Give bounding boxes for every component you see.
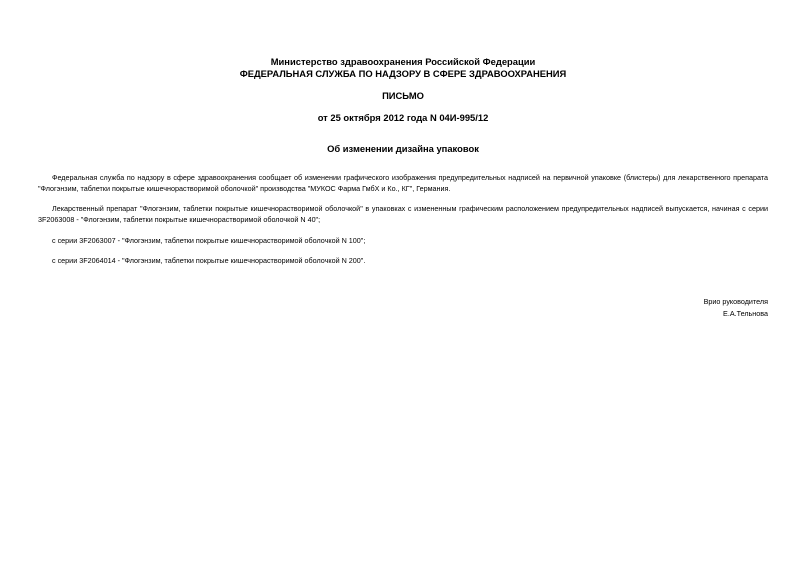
document-subject: Об изменении дизайна упаковок	[327, 143, 479, 154]
signatory-position: Врио руководителя	[703, 297, 768, 306]
body-paragraph: Лекарственный препарат "Флогэнзим, таблетки покрытые кишечнорастворимой оболочкой" в упаковках с измененным графическим расположением предупредительных надписей выпускается, начиная с серии 3F2063008 - "Флогэнзим, таблетки покрытые кишечнорастворимой оболочкой N 40";	[38, 204, 768, 224]
body-paragraph: с серии 3F2063007 - "Флогэнзим, таблетки покрытые кишечнорастворимой оболочкой N 100";	[52, 236, 366, 245]
document-page	[38, 0, 768, 571]
body-paragraph: с серии 3F2064014 - "Флогэнзим, таблетки покрытые кишечнорастворимой оболочкой N 200".	[52, 256, 366, 265]
signatory-name: Е.А.Тельнова	[723, 309, 768, 318]
service-name: ФЕДЕРАЛЬНАЯ СЛУЖБА ПО НАДЗОРУ В СФЕРЕ ЗДРАВООХРАНЕНИЯ	[239, 68, 567, 79]
body-paragraph: Федеральная служба по надзору в сфере здравоохранения сообщает об изменении графического изображения предупредительных надписей на первичной упаковке (блистеры) для лекарственного препарата "Флогэнзим, таблетки покрытые кишечнорастворимой оболочкой" производства "МУКОС Фарма ГмбХ и Ко., КГ", Германия.	[38, 173, 768, 193]
ministry-name: Министерство здравоохранения Российской Федерации	[270, 56, 536, 67]
signature-block	[704, 296, 768, 320]
document-date-number: от 25 октября 2012 года N 04И-995/12	[317, 112, 489, 123]
document-type: ПИСЬМО	[382, 90, 424, 101]
